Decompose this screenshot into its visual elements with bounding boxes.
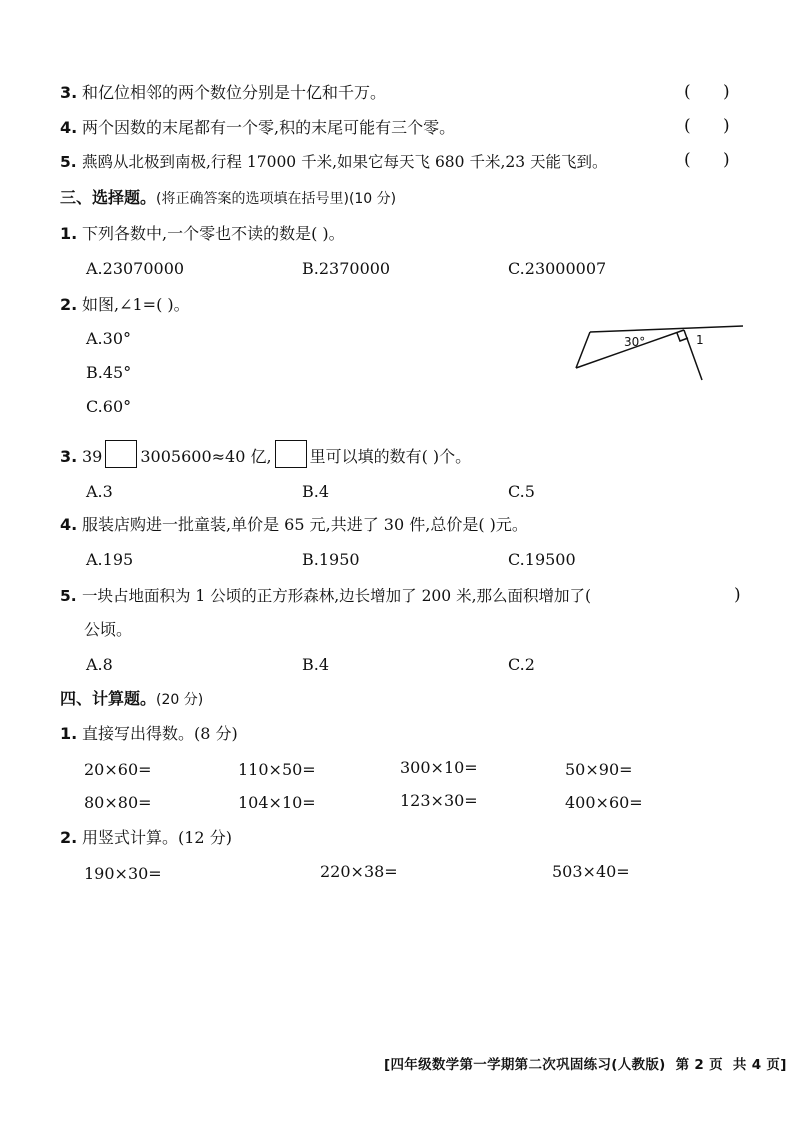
item-number: 3. <box>60 447 78 466</box>
item-number: 5. <box>60 153 77 171</box>
item-text: 如图,∠1=( )。 <box>82 295 190 314</box>
option-c[interactable]: C.19500 <box>508 550 576 569</box>
item-number: 2. <box>60 295 78 314</box>
footer-total: 共 4 页] <box>732 1057 787 1073</box>
left-line <box>576 332 590 368</box>
option-b[interactable]: B.1950 <box>302 550 360 569</box>
section-note: (将正确答案的选项填在括号里)(10 分) <box>156 191 397 207</box>
item-number: 3. <box>60 83 78 102</box>
horizontal-line <box>590 326 743 332</box>
choice-q1 <box>60 224 345 244</box>
section-title: 四、计算题。 <box>60 689 157 708</box>
option-a[interactable]: A.23070000 <box>86 259 185 278</box>
calc-q1 <box>60 724 238 744</box>
option-a[interactable]: A.3 <box>86 482 113 501</box>
option-c[interactable]: C.60° <box>86 397 132 416</box>
item-text: 燕鸥从北极到南极,行程 17000 千米,如果它每天飞 680 千米,23 天能飞到。 <box>82 153 608 171</box>
answer-paren-q5-close: ) <box>734 585 741 605</box>
option-c[interactable]: C.5 <box>508 482 535 501</box>
calc-expression[interactable]: 400×60= <box>565 793 643 812</box>
choice-q5-continued: 公顷。 <box>84 620 133 639</box>
item-text: 下列各数中,一个零也不读的数是( )。 <box>82 224 345 243</box>
item-text: 服装店购进一批童装,单价是 65 元,共进了 30 件,总价是( )元。 <box>82 515 528 534</box>
blank-box[interactable] <box>275 440 307 468</box>
option-b[interactable]: B.4 <box>302 482 330 501</box>
item-text: 3005600≈40 亿, <box>140 447 272 466</box>
choice-q4 <box>60 515 528 535</box>
choice-q2 <box>60 295 190 315</box>
option-c[interactable]: C.23000007 <box>508 259 607 278</box>
section-note: (20 分) <box>156 692 204 708</box>
option-b[interactable]: B.4 <box>302 655 330 674</box>
calc-expression[interactable]: 20×60= <box>84 760 152 779</box>
answer-paren-judge-4[interactable]: ( ) <box>684 116 730 136</box>
option-b[interactable]: B.2370000 <box>302 259 391 278</box>
item-number: 5. <box>60 587 77 605</box>
item-text: 里可以填的数有( )个。 <box>309 447 472 466</box>
item-number: 4. <box>60 515 78 534</box>
footer-page: 第 2 页 <box>675 1057 723 1073</box>
calc-expression[interactable]: 190×30= <box>84 864 162 883</box>
angle-figure <box>570 318 750 384</box>
item-number: 4. <box>60 118 78 137</box>
calc-expression[interactable]: 104×10= <box>238 793 316 812</box>
calc-expression[interactable]: 50×90= <box>565 760 633 779</box>
item-text: 两个因数的末尾都有一个零,积的末尾可能有三个零。 <box>82 118 456 137</box>
choice-q3 <box>60 440 471 468</box>
judge-item-4 <box>60 118 455 138</box>
angle-label-30: 30° <box>624 335 646 349</box>
judge-item-3 <box>60 83 386 103</box>
item-text: 和亿位相邻的两个数位分别是十亿和千万。 <box>82 83 387 102</box>
answer-paren-judge-5[interactable]: ( ) <box>684 150 730 170</box>
section-title: 三、选择题。 <box>60 188 157 207</box>
calc-expression[interactable]: 503×40= <box>552 862 630 881</box>
calc-expression[interactable]: 80×80= <box>84 793 152 812</box>
angle-label-1: 1 <box>696 333 704 347</box>
item-text: 直接写出得数。(8 分) <box>82 724 238 743</box>
option-a[interactable]: A.8 <box>86 655 113 674</box>
item-text: 一块占地面积为 1 公顷的正方形森林,边长增加了 200 米,那么面积增加了( <box>82 587 592 605</box>
calc-expression[interactable]: 300×10= <box>400 758 478 777</box>
option-a[interactable]: A.30° <box>86 329 131 348</box>
answer-paren-judge-3[interactable]: ( ) <box>684 82 730 102</box>
choice-q5 <box>60 586 591 606</box>
calc-expression[interactable]: 123×30= <box>400 791 478 810</box>
footer-title: [四年级数学第一学期第二次巩固练习(人教版) <box>384 1057 666 1073</box>
calc-expression[interactable]: 220×38= <box>320 862 398 881</box>
section-heading-calc <box>60 689 203 710</box>
calc-q2 <box>60 828 232 848</box>
item-number: 2. <box>60 828 78 847</box>
item-text: 用竖式计算。(12 分) <box>82 828 232 847</box>
item-number: 1. <box>60 224 78 243</box>
item-number: 1. <box>60 724 78 743</box>
blank-box[interactable] <box>105 440 137 468</box>
judge-item-5 <box>60 152 608 172</box>
option-b[interactable]: B.45° <box>86 363 132 382</box>
section-heading-choice <box>60 188 396 209</box>
page-footer <box>384 1053 787 1073</box>
option-a[interactable]: A.195 <box>86 550 134 569</box>
item-text: 39 <box>82 447 103 466</box>
option-c[interactable]: C.2 <box>508 655 535 674</box>
calc-expression[interactable]: 110×50= <box>238 760 316 779</box>
